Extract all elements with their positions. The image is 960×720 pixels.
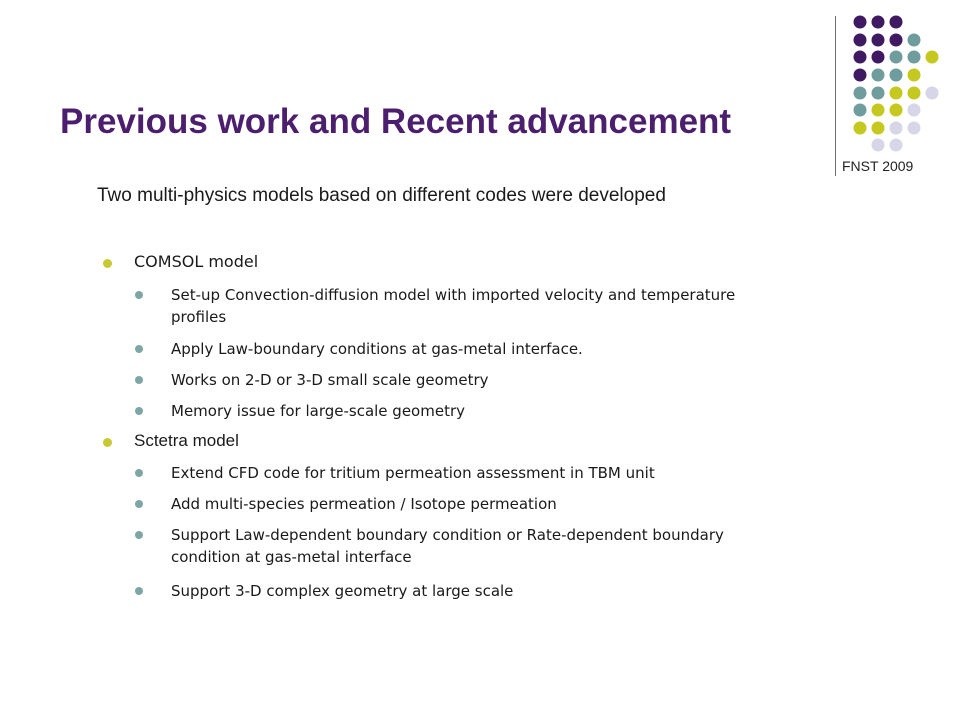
slide: FNST 2009 Previous work and Recent advancement Two multi-physics models based on different codes were developed COMSOL model Set-up Convection-diffusion model with imported velocity and temperature profiles Apply Law-boundary conditions at gas-metal interface. Works on 2-D or 3-D small scale geometry Memory issue for large-scale geometry Sctetra model Extend CFD code for tritium permeation assessment in TBM unit Add multi-species permeation / Isotope permeation Support Law-dependent boundary condition or Rate-dependent boundary condition at gas-metal interface Support 3-D complex geometry at large scale	[0, 0, 960, 720]
decorative-dot	[908, 104, 921, 117]
sub-bullet: Support Law-dependent boundary condition or Rate-dependent boundary condition at gas-metal interface	[135, 524, 755, 568]
decorative-dot-grid	[0, 0, 960, 200]
decorative-dot	[872, 139, 885, 152]
decorative-dot	[854, 122, 867, 135]
decorative-dot	[908, 51, 921, 64]
decorative-dot	[854, 34, 867, 47]
sub-bullet: Add multi-species permeation / Isotope permeation	[135, 493, 755, 515]
decorative-dot	[890, 104, 903, 117]
decorative-dot	[872, 16, 885, 29]
sub-bullet: Works on 2-D or 3-D small scale geometry	[135, 369, 755, 391]
decorative-dot	[854, 104, 867, 117]
decorative-dot	[854, 69, 867, 82]
decorative-dot	[854, 51, 867, 64]
bullet-dot	[135, 500, 143, 508]
decorative-dot	[926, 51, 939, 64]
bullet-dot	[135, 469, 143, 477]
sub-bullet: Memory issue for large-scale geometry	[135, 400, 755, 422]
decorative-dot	[908, 69, 921, 82]
decorative-dot	[872, 122, 885, 135]
bullet-dot	[135, 531, 143, 539]
decorative-dot	[872, 34, 885, 47]
decorative-dot	[872, 51, 885, 64]
bullet-dot	[135, 345, 143, 353]
decorative-dot	[890, 34, 903, 47]
decorative-dot	[890, 87, 903, 100]
decorative-dot	[890, 51, 903, 64]
bullet-dot	[135, 291, 143, 299]
conference-label: FNST 2009	[842, 158, 914, 174]
divider-line	[835, 16, 836, 176]
bullet-dot	[103, 259, 112, 268]
decorative-dot	[890, 122, 903, 135]
decorative-dot	[890, 69, 903, 82]
sub-bullet: Support 3-D complex geometry at large scale	[135, 580, 755, 602]
decorative-dot	[854, 87, 867, 100]
decorative-dot	[872, 104, 885, 117]
sub-bullet: Set-up Convection-diffusion model with imported velocity and temperature profiles	[135, 284, 755, 328]
sub-bullet: Apply Law-boundary conditions at gas-metal interface.	[135, 338, 755, 360]
slide-title: Previous work and Recent advancement	[60, 102, 732, 141]
intro-text: Two multi-physics models based on different codes were developed	[97, 185, 666, 206]
decorative-dot	[926, 87, 939, 100]
bullet-dot	[135, 376, 143, 384]
decorative-dot	[908, 34, 921, 47]
bullet-dot	[103, 438, 112, 447]
bullet-dot	[135, 587, 143, 595]
decorative-dot	[890, 139, 903, 152]
decorative-dot	[908, 87, 921, 100]
bullet-dot	[135, 407, 143, 415]
decorative-dot	[890, 16, 903, 29]
decorative-dot	[908, 122, 921, 135]
decorative-dot	[854, 16, 867, 29]
decorative-dot	[872, 87, 885, 100]
sub-bullet: Extend CFD code for tritium permeation assessment in TBM unit	[135, 462, 755, 484]
decorative-dot	[872, 69, 885, 82]
